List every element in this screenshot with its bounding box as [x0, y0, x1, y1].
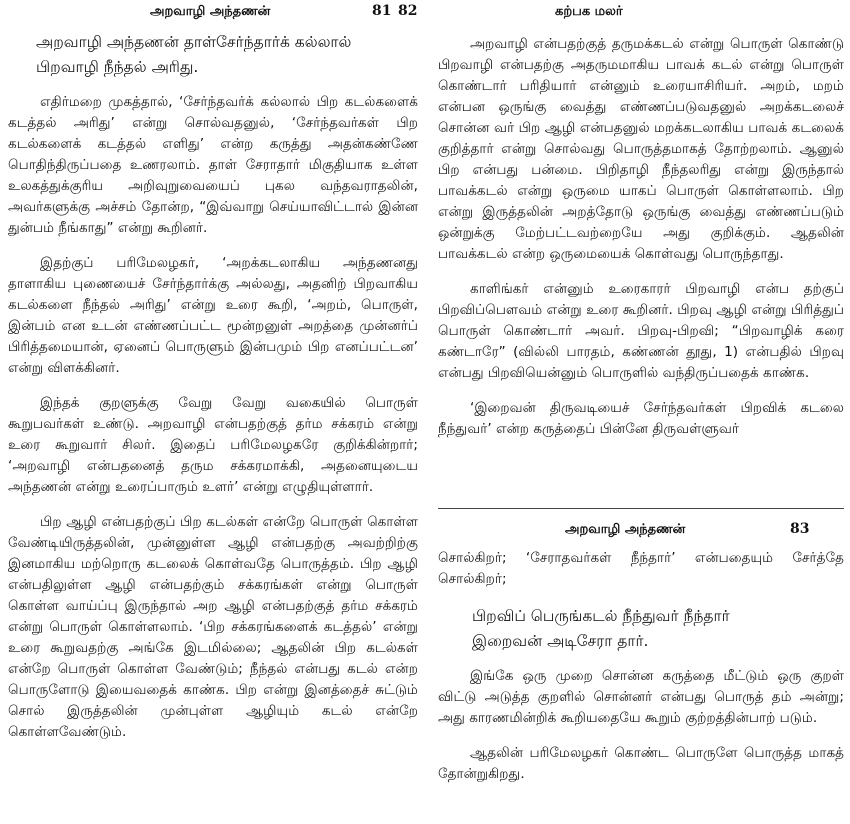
left-verse-line-1: அறவாழி அந்தணன் தாள்சேர்ந்தார்க் கல்லால் [36, 33, 352, 51]
left-column [8, 30, 418, 757]
right-paragraph-1: அறவாழி என்பதற்குத் தருமக்கடல் என்று பொருள் கொண்டு பிறவாழி என்பதற்கு அதருமமாகிய பாவக் கடல் என்று பொருள் கொண்டார் பரிதியார் என்னும் உரையாசிரியர். அறம், மறம் என்பன ஒருங்கு வைத்து எண்ணப்படுவதனுல் அறக்கடலைச் சொன்ன வர் பிற ஆழி என்பதனுல் மறக்கடலாகிய பாவக் கடலைக் குறித்தார் என்று சொல்வது பொருத்தமாகத் தோற்றலாம். ஆனுல் பிற என்பது பன்மை. பிறிதாழி நீந்தலரிது என்று இருந்தால் பாவக்கடல் என்று ஒருமை யாகப் பொருள் கொள்ளலாம். பிற என்று இருத்தலின் அறத்தோடு ஒருங்கு வைத்து எண்ணப்படும் ஒன்றுக்கு மேற்பட்டவற்றையே அது குறிக்கும். ஆதலின் பாவக்கடல் என்ற ஒருமையைக் கொள்வது பொருந்தாது. [438, 36, 844, 262]
left-paragraph-4: பிற ஆழி என்பதற்குப் பிற கடல்கள் என்றே பொருள் கொள்ள வேண்டியிருத்தலின், முன்னுள்ள ஆழி என்பதற்கு அவற்றிற்கு இனமாகிய மற்றொரு கடலைக் கொள்வதே பொருத்தம். பிற ஆழி என்பதிலுள்ள ஆழி என்பதற்கும் சக்கரங்கள் என்று பொருள் கொள்ள வாய்ப்பு இருந்தால் அற ஆழி என்பதற்குத் தர்ம சக்கரம் என்று பொருள் கொள்ளலாம். ‘பிற சக்கரங்களைக் கடத்தல்’ என்று உரை கூறுவதற்கு அங்கே இடமில்லை; ஆதலின் பிற கடல்கள் என்றே பொருள் கொள்ள வேண்டும்; நீந்தல் என்பது கடல் என்ற பொருளோடு இயைவதைக் காண்க. பிற என்று இனத்தைச் சுட்டும் சொல் இருத்தலின் முன்புள்ள ஆழியும் கடல் என்றே கொள்ளவேண்டும். [8, 514, 418, 740]
right-verse [472, 604, 844, 654]
left-running-header: அறவாழி அந்தணன் [150, 4, 271, 19]
left-paragraph-2: இதற்குப் பரிமேலழகர், ‘அறக்கடலாகிய அந்தணனது தாளாகிய புணையைச் சேர்ந்தார்க்கு அல்லது, அதனிற் பிறவாகிய கடல்களை நீந்தல் அரிது’ என்று உரை கூறி, ‘அறம், பொருள், இன்பம் என உடன் எண்ணப்பட்ட மூன்றனுள் அறத்தை முன்னர்ப் பிரித்தமையான், ஏனைப் பொருளும் இன்பமும் பிற எனப்பட்டன’ என்று விளக்கினர். [8, 255, 418, 376]
right-page-number: 82 [398, 3, 418, 19]
right-paragraph-5: ஆதலின் பரிமேலழகர் கொண்ட பொருளே பொருத்த மாகத் தோன்றுகிறது. [438, 745, 844, 782]
page-divider [438, 508, 844, 509]
left-paragraph-1: எதிர்மறை முகத்தால், ‘சேர்ந்தவர்க் கல்லால் பிற கடல்களைக் கடத்தல் அரிது’ என்று சொல்வதனுல், ‘சேர்ந்தவர்கள் பிற கடல்களைக் கடத்தல் எளிது’ என்ற கருத்து அதன்கண்ணே பொதிந்திருப்பதை உணரலாம். தாள் சேராதார் மிகுதியாக உள்ள உலகத்துக்குரிய அறிவுறுவையைப் புகல வந்தவராதலின், அவர்களுக்கு அச்சம் தோன்ற, “இவ்வாறு செய்யாவிட்டால் இன்ன துன்பம் நீங்காது” என்று கூறினர். [8, 94, 418, 236]
section-page-number: 83 [790, 521, 810, 537]
right-running-header: கற்பக மலர் [555, 4, 623, 19]
section-running-header: அறவாழி அந்தணன் [565, 522, 686, 537]
right-section-paragraph: சொல்கிறர்; ‘சேராதவர்கள் நீந்தார்’ என்பதையும் சேர்த்தே சொல்கிறர்; [438, 550, 844, 587]
left-paragraph-3: இந்தக் குறளுக்கு வேறு வேறு வகையில் பொருள் கூறுபவர்கள் உண்டு. அறவாழி என்பதற்குத் தர்ம சக்கரம் என்று உரை கூறுவார் சிலர். இதைப் பரிமேலழகரே குறிக்கின்றார்; ‘அறவாழி என்பதனைத் தரும சக்கரமாக்கி, அதனையுடைய அந்தணன் என்று உரைப்பாரும் உளர்’ என்று எழுதியுள்ளார். [8, 395, 418, 495]
right-paragraph-2: காளிங்கர் என்னும் உரைகாரர் பிறவாழி என்ப தற்குப் பிறவிப்பௌவம் என்று உரை கூறினர். பிறவு ஆழி என்று பிரித்துப் பொருள் கொண்டார் அவர். பிறவு-பிறவி; “பிறவாழிக் கரை கண்டாரே” (வில்லி பாரதம், கண்ணன் தூது, 1) என்பதில் பிறவு என்பது பிறவியென்னும் பொருளில் வந்திருப்பதைக் காண்க. [438, 281, 844, 381]
right-column-top [438, 34, 844, 454]
left-verse-line-2: பிறவாழி நீந்தல் அரிது. [36, 58, 199, 76]
right-paragraph-4: இங்கே ஒரு முறை சொன்ன கருத்தை மீட்டும் ஒரு குறள் விட்டு அடுத்த குறளில் சொன்னர் என்பது பொருத் தம் அன்று; அது காரணமின்றிக் கூறியதையே கூறும் குற்றத்தின்பாற் படும். [438, 668, 844, 726]
right-paragraph-3: ‘இறைவன் திருவடியைச் சேர்ந்தவர்கள் பிறவிக் கடலை நீந்துவர்’ என்ற கருத்தைப் பின்னே திருவள்ளுவர் [438, 400, 844, 437]
right-verse-line-1: பிறவிப் பெருங்கடல் நீந்துவர் நீந்தார் [472, 607, 730, 625]
left-verse [36, 30, 418, 80]
right-column-bottom [438, 548, 844, 799]
left-page-number: 81 [372, 3, 392, 19]
right-verse-line-2: இறைவன் அடிசேரா தார். [472, 632, 649, 650]
